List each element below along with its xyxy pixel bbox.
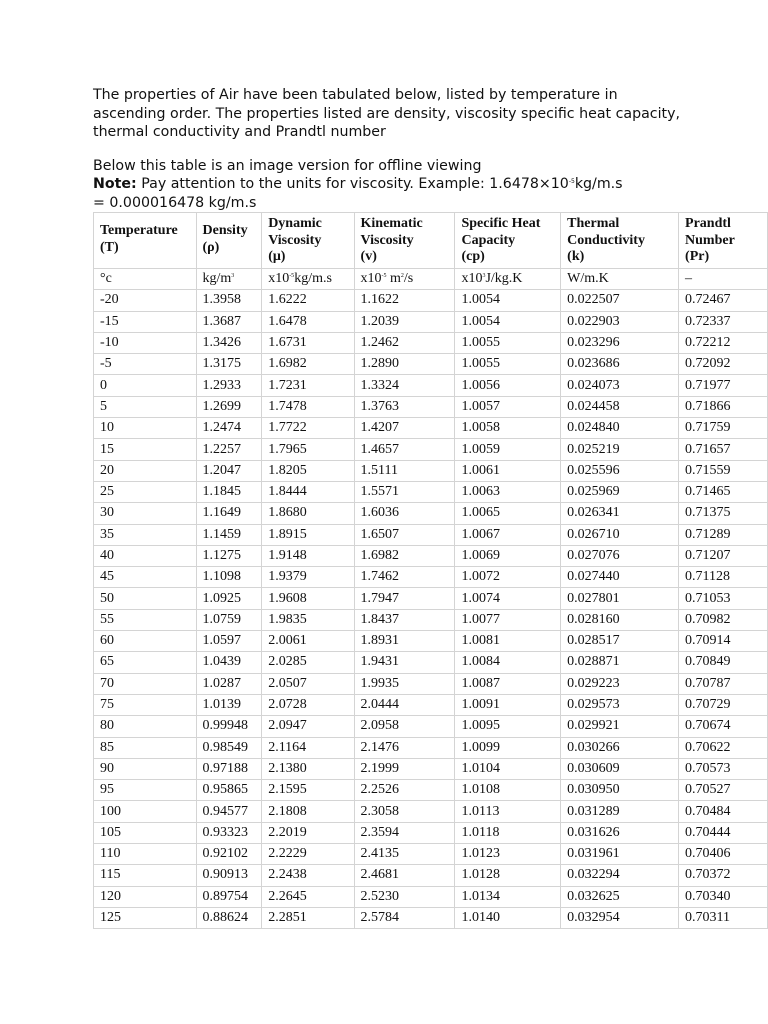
cell-thermal-conductivity: 0.022903 [561,311,679,332]
table-row [94,907,768,928]
cell-thermal-conductivity: 0.032954 [561,907,679,928]
cell-prandtl-number: 0.70729 [679,694,768,715]
cell-thermal-conductivity: 0.025969 [561,481,679,502]
cell-dynamic-viscosity: 1.6222 [262,290,354,311]
cell-temperature: -15 [94,311,197,332]
cell-density: 0.92102 [196,844,262,865]
cell-density: 1.1098 [196,567,262,588]
cell-thermal-conductivity: 0.024840 [561,418,679,439]
cell-kinematic-viscosity: 1.9431 [354,652,455,673]
cell-thermal-conductivity: 0.031626 [561,822,679,843]
unit-prandtl: – [679,269,768,290]
cell-dynamic-viscosity: 1.6982 [262,354,354,375]
cell-specific-heat: 1.0128 [455,865,561,886]
cell-specific-heat: 1.0108 [455,780,561,801]
cell-kinematic-viscosity: 2.3058 [354,801,455,822]
cell-specific-heat: 1.0065 [455,503,561,524]
cell-kinematic-viscosity: 2.5230 [354,886,455,907]
table-row [94,673,768,694]
cell-prandtl-number: 0.70311 [679,907,768,928]
cell-dynamic-viscosity: 2.0507 [262,673,354,694]
cell-specific-heat: 1.0104 [455,758,561,779]
cell-thermal-conductivity: 0.024458 [561,396,679,417]
header-specific-heat: Specific Heat Capacity (cp) [455,213,561,269]
cell-density: 0.90913 [196,865,262,886]
air-properties-table [93,212,768,929]
cell-specific-heat: 1.0054 [455,290,561,311]
table-row [94,290,768,311]
cell-specific-heat: 1.0072 [455,567,561,588]
cell-prandtl-number: 0.70674 [679,716,768,737]
cell-prandtl-number: 0.70982 [679,609,768,630]
cell-specific-heat: 1.0091 [455,694,561,715]
cell-prandtl-number: 0.70444 [679,822,768,843]
cell-thermal-conductivity: 0.023686 [561,354,679,375]
cell-dynamic-viscosity: 1.8915 [262,524,354,545]
cell-prandtl-number: 0.71207 [679,545,768,566]
cell-thermal-conductivity: 0.031289 [561,801,679,822]
table-row [94,460,768,481]
note-label: Note: [93,176,137,192]
cell-prandtl-number: 0.71053 [679,588,768,609]
cell-thermal-conductivity: 0.030950 [561,780,679,801]
cell-density: 1.0759 [196,609,262,630]
cell-prandtl-number: 0.71128 [679,567,768,588]
header-kinematic-viscosity: Kinematic Viscosity (v) [354,213,455,269]
cell-kinematic-viscosity: 1.4207 [354,418,455,439]
cell-dynamic-viscosity: 1.8680 [262,503,354,524]
cell-prandtl-number: 0.72212 [679,332,768,353]
cell-dynamic-viscosity: 2.0947 [262,716,354,737]
table-row [94,737,768,758]
table-row [94,545,768,566]
cell-dynamic-viscosity: 1.9379 [262,567,354,588]
header-thermal-conductivity: Thermal Conductivity (k) [561,213,679,269]
cell-density: 0.89754 [196,886,262,907]
cell-density: 1.0925 [196,588,262,609]
cell-kinematic-viscosity: 2.4681 [354,865,455,886]
cell-thermal-conductivity: 0.028517 [561,631,679,652]
table-row [94,609,768,630]
cell-specific-heat: 1.0055 [455,332,561,353]
cell-dynamic-viscosity: 2.0285 [262,652,354,673]
cell-kinematic-viscosity: 1.6982 [354,545,455,566]
cell-dynamic-viscosity: 1.7722 [262,418,354,439]
cell-kinematic-viscosity: 1.5111 [354,460,455,481]
cell-thermal-conductivity: 0.024073 [561,375,679,396]
cell-specific-heat: 1.0054 [455,311,561,332]
table-row [94,758,768,779]
unit-density: $kg/m^3$ [196,269,262,290]
intro-paragraph: The properties of Air have been tabulated below, listed by temperature in ascending order. The properties listed are density, viscosity specific heat capacity, thermal conductivity and Prandtl number [93,87,681,140]
cell-prandtl-number: 0.70340 [679,886,768,907]
cell-prandtl-number: 0.70573 [679,758,768,779]
cell-density: 1.2047 [196,460,262,481]
cell-thermal-conductivity: 0.030266 [561,737,679,758]
cell-thermal-conductivity: 0.028871 [561,652,679,673]
cell-thermal-conductivity: 0.026710 [561,524,679,545]
cell-specific-heat: 1.0061 [455,460,561,481]
cell-dynamic-viscosity: 1.7231 [262,375,354,396]
cell-specific-heat: 1.0134 [455,886,561,907]
cell-density: 1.2933 [196,375,262,396]
cell-specific-heat: 1.0095 [455,716,561,737]
cell-thermal-conductivity: 0.029921 [561,716,679,737]
cell-specific-heat: 1.0067 [455,524,561,545]
cell-temperature: 10 [94,418,197,439]
table-row [94,524,768,545]
cell-thermal-conductivity: 0.032294 [561,865,679,886]
cell-temperature: -20 [94,290,197,311]
cell-specific-heat: 1.0059 [455,439,561,460]
cell-specific-heat: 1.0084 [455,652,561,673]
cell-temperature: 50 [94,588,197,609]
cell-kinematic-viscosity: 2.3594 [354,822,455,843]
cell-temperature: 20 [94,460,197,481]
cell-dynamic-viscosity: 1.9835 [262,609,354,630]
note-exponent: -5 [568,178,575,185]
cell-thermal-conductivity: 0.022507 [561,290,679,311]
cell-specific-heat: 1.0118 [455,822,561,843]
cell-temperature: 85 [94,737,197,758]
cell-kinematic-viscosity: 1.3324 [354,375,455,396]
cell-kinematic-viscosity: 1.7462 [354,567,455,588]
cell-density: 1.0439 [196,652,262,673]
table-row [94,332,768,353]
table-row [94,822,768,843]
header-temperature: Temperature (T) [94,213,197,269]
cell-dynamic-viscosity: 2.1595 [262,780,354,801]
unit-specific-heat: $x10^3J/kg.K$ [455,269,561,290]
cell-density: 1.3175 [196,354,262,375]
cell-kinematic-viscosity: 1.7947 [354,588,455,609]
cell-density: 0.88624 [196,907,262,928]
cell-specific-heat: 1.0087 [455,673,561,694]
cell-kinematic-viscosity: 2.0444 [354,694,455,715]
cell-dynamic-viscosity: 2.1808 [262,801,354,822]
header-row [94,213,768,269]
cell-dynamic-viscosity: 2.1380 [262,758,354,779]
cell-density: 1.0597 [196,631,262,652]
cell-prandtl-number: 0.72337 [679,311,768,332]
cell-kinematic-viscosity: 2.5784 [354,907,455,928]
table-row [94,652,768,673]
cell-kinematic-viscosity: 1.2462 [354,332,455,353]
cell-prandtl-number: 0.70527 [679,780,768,801]
cell-kinematic-viscosity: 2.2526 [354,780,455,801]
cell-temperature: 115 [94,865,197,886]
cell-kinematic-viscosity: 1.5571 [354,481,455,502]
table-row [94,886,768,907]
cell-density: 1.2474 [196,418,262,439]
cell-specific-heat: 1.0123 [455,844,561,865]
cell-prandtl-number: 0.71657 [679,439,768,460]
cell-specific-heat: 1.0074 [455,588,561,609]
cell-temperature: 65 [94,652,197,673]
cell-thermal-conductivity: 0.031961 [561,844,679,865]
unit-thermal-conductivity: W/m.K [561,269,679,290]
cell-dynamic-viscosity: 2.0728 [262,694,354,715]
cell-temperature: 55 [94,609,197,630]
cell-temperature: 60 [94,631,197,652]
cell-prandtl-number: 0.70372 [679,865,768,886]
cell-kinematic-viscosity: 1.8437 [354,609,455,630]
cell-density: 0.93323 [196,822,262,843]
cell-kinematic-viscosity: 1.6507 [354,524,455,545]
cell-specific-heat: 1.0077 [455,609,561,630]
table-row [94,396,768,417]
cell-density: 1.3687 [196,311,262,332]
cell-temperature: 120 [94,886,197,907]
cell-specific-heat: 1.0099 [455,737,561,758]
cell-density: 0.94577 [196,801,262,822]
unit-dynamic-viscosity: $x10^{-5}kg/m.s$ [262,269,354,290]
cell-specific-heat: 1.0069 [455,545,561,566]
header-dynamic-viscosity: Dynamic Viscosity (μ) [262,213,354,269]
cell-temperature: 25 [94,481,197,502]
cell-temperature: 90 [94,758,197,779]
cell-dynamic-viscosity: 2.2229 [262,844,354,865]
cell-density: 0.99948 [196,716,262,737]
cell-density: 1.0287 [196,673,262,694]
cell-density: 1.2257 [196,439,262,460]
cell-dynamic-viscosity: 1.9148 [262,545,354,566]
cell-dynamic-viscosity: 1.8444 [262,481,354,502]
table-row [94,844,768,865]
cell-density: 1.3958 [196,290,262,311]
cell-dynamic-viscosity: 1.9608 [262,588,354,609]
table-row [94,567,768,588]
unit-kinematic-viscosity: $x10^{-5}$ $m^2/s$ [354,269,455,290]
cell-prandtl-number: 0.71977 [679,375,768,396]
cell-specific-heat: 1.0056 [455,375,561,396]
cell-thermal-conductivity: 0.027801 [561,588,679,609]
cell-dynamic-viscosity: 2.0061 [262,631,354,652]
table-row [94,481,768,502]
table-row [94,503,768,524]
cell-thermal-conductivity: 0.027440 [561,567,679,588]
cell-thermal-conductivity: 0.030609 [561,758,679,779]
note-unit: kg/m.s [574,176,623,192]
cell-thermal-conductivity: 0.026341 [561,503,679,524]
cell-thermal-conductivity: 0.029223 [561,673,679,694]
cell-specific-heat: 1.0063 [455,481,561,502]
cell-prandtl-number: 0.72092 [679,354,768,375]
cell-thermal-conductivity: 0.023296 [561,332,679,353]
cell-kinematic-viscosity: 1.2039 [354,311,455,332]
cell-specific-heat: 1.0057 [455,396,561,417]
table-row [94,588,768,609]
cell-density: 1.1649 [196,503,262,524]
cell-prandtl-number: 0.70484 [679,801,768,822]
cell-kinematic-viscosity: 1.8931 [354,631,455,652]
table-row [94,631,768,652]
cell-temperature: 45 [94,567,197,588]
table-row [94,865,768,886]
cell-density: 1.1275 [196,545,262,566]
cell-thermal-conductivity: 0.025219 [561,439,679,460]
cell-prandtl-number: 0.71866 [679,396,768,417]
cell-prandtl-number: 0.71559 [679,460,768,481]
note-text: Pay attention to the units for viscosity. Example: 1.6478×10 [141,176,569,192]
table-row [94,354,768,375]
cell-kinematic-viscosity: 1.2890 [354,354,455,375]
cell-kinematic-viscosity: 1.3763 [354,396,455,417]
header-density: Density (ρ) [196,213,262,269]
cell-temperature: 40 [94,545,197,566]
cell-temperature: 35 [94,524,197,545]
cell-temperature: 5 [94,396,197,417]
cell-temperature: 0 [94,375,197,396]
cell-temperature: 100 [94,801,197,822]
table-row [94,418,768,439]
cell-prandtl-number: 0.71759 [679,418,768,439]
cell-thermal-conductivity: 0.025596 [561,460,679,481]
cell-thermal-conductivity: 0.029573 [561,694,679,715]
cell-temperature: 110 [94,844,197,865]
cell-dynamic-viscosity: 2.2019 [262,822,354,843]
header-prandtl-number: Prandtl Number (Pr) [679,213,768,269]
cell-prandtl-number: 0.71375 [679,503,768,524]
intro-text [93,86,693,212]
cell-kinematic-viscosity: 2.1476 [354,737,455,758]
cell-kinematic-viscosity: 1.6036 [354,503,455,524]
viscosity-note-line2: = 0.000016478 kg/m.s [93,194,257,211]
cell-temperature: 105 [94,822,197,843]
table-row [94,801,768,822]
table-row [94,780,768,801]
table-row [94,311,768,332]
cell-temperature: -5 [94,354,197,375]
cell-dynamic-viscosity: 2.2438 [262,865,354,886]
cell-prandtl-number: 0.70406 [679,844,768,865]
cell-temperature: 125 [94,907,197,928]
cell-kinematic-viscosity: 1.1622 [354,290,455,311]
table-row [94,439,768,460]
cell-prandtl-number: 0.72467 [679,290,768,311]
cell-temperature: 95 [94,780,197,801]
cell-dynamic-viscosity: 2.2851 [262,907,354,928]
cell-prandtl-number: 0.71289 [679,524,768,545]
cell-thermal-conductivity: 0.027076 [561,545,679,566]
cell-kinematic-viscosity: 1.9935 [354,673,455,694]
cell-specific-heat: 1.0058 [455,418,561,439]
cell-prandtl-number: 0.70622 [679,737,768,758]
units-row [94,269,768,290]
cell-specific-heat: 1.0113 [455,801,561,822]
table-row [94,716,768,737]
viscosity-note [93,175,693,194]
cell-density: 1.1459 [196,524,262,545]
cell-thermal-conductivity: 0.028160 [561,609,679,630]
cell-dynamic-viscosity: 2.2645 [262,886,354,907]
cell-temperature: 70 [94,673,197,694]
cell-density: 0.98549 [196,737,262,758]
cell-dynamic-viscosity: 1.7965 [262,439,354,460]
cell-temperature: 75 [94,694,197,715]
offline-note: Below this table is an image version for offline viewing [93,157,482,174]
cell-density: 1.0139 [196,694,262,715]
cell-prandtl-number: 0.70849 [679,652,768,673]
cell-temperature: 80 [94,716,197,737]
cell-prandtl-number: 0.70787 [679,673,768,694]
table-row [94,694,768,715]
cell-density: 1.2699 [196,396,262,417]
cell-kinematic-viscosity: 2.0958 [354,716,455,737]
cell-prandtl-number: 0.71465 [679,481,768,502]
cell-dynamic-viscosity: 1.8205 [262,460,354,481]
cell-density: 0.97188 [196,758,262,779]
cell-dynamic-viscosity: 1.6731 [262,332,354,353]
cell-kinematic-viscosity: 2.4135 [354,844,455,865]
cell-specific-heat: 1.0140 [455,907,561,928]
cell-thermal-conductivity: 0.032625 [561,886,679,907]
cell-density: 0.95865 [196,780,262,801]
cell-dynamic-viscosity: 1.6478 [262,311,354,332]
cell-specific-heat: 1.0055 [455,354,561,375]
table-row [94,375,768,396]
cell-dynamic-viscosity: 1.7478 [262,396,354,417]
cell-specific-heat: 1.0081 [455,631,561,652]
cell-kinematic-viscosity: 1.4657 [354,439,455,460]
cell-density: 1.3426 [196,332,262,353]
cell-kinematic-viscosity: 2.1999 [354,758,455,779]
unit-temperature: °c [94,269,197,290]
cell-temperature: 15 [94,439,197,460]
cell-dynamic-viscosity: 2.1164 [262,737,354,758]
cell-temperature: 30 [94,503,197,524]
cell-density: 1.1845 [196,481,262,502]
cell-prandtl-number: 0.70914 [679,631,768,652]
cell-temperature: -10 [94,332,197,353]
